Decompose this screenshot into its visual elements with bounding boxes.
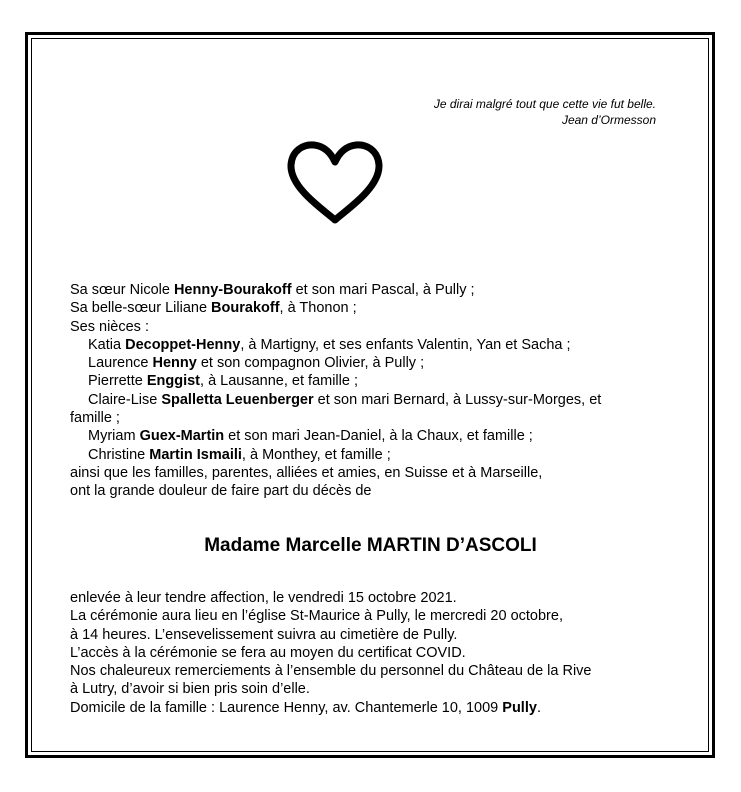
surname: Henny bbox=[152, 355, 197, 372]
text: et son mari Pascal, à Pully ; bbox=[291, 282, 475, 298]
surname: Henny-Bourakoff bbox=[173, 282, 292, 298]
family-line bbox=[70, 372, 670, 390]
text: Christine bbox=[88, 446, 150, 463]
text: et son compagnon Olivier, à Pully ; bbox=[196, 355, 425, 372]
family-line: Ses nièces : bbox=[70, 318, 149, 335]
text: , à Lausanne, et famille ; bbox=[200, 373, 359, 390]
heart-icon bbox=[286, 140, 384, 226]
text: Katia bbox=[88, 336, 126, 353]
surname: Decoppet-Henny bbox=[125, 336, 241, 353]
quote-text: Je dirai malgré tout que cette vie fut belle. bbox=[433, 97, 656, 111]
family-line bbox=[70, 427, 670, 445]
text: Sa belle-sœur Liliane bbox=[70, 300, 212, 317]
family-line: ont la grande douleur de faire part du décès de bbox=[70, 483, 372, 500]
text: Laurence bbox=[88, 355, 153, 372]
surname: Martin Ismaili bbox=[149, 446, 242, 463]
text: Sa sœur Nicole bbox=[70, 282, 174, 298]
text: et son mari Bernard, à Lussy-sur-Morges, et bbox=[313, 391, 602, 408]
family-line bbox=[70, 299, 670, 317]
text: , à Monthey, et famille ; bbox=[241, 446, 391, 463]
family-line bbox=[70, 446, 670, 464]
epigraph-quote bbox=[434, 96, 656, 128]
family-line: ainsi que les familles, parentes, alliées et amies, en Suisse et à Marseille, bbox=[70, 464, 543, 481]
details-line: Nos chaleureux remerciements à l’ensemble du personnel du Château de la Rive bbox=[70, 663, 592, 680]
surname: Enggist bbox=[146, 373, 201, 390]
text: Myriam bbox=[88, 428, 140, 445]
text: Claire-Lise bbox=[88, 391, 162, 408]
surname: Guex-Martin bbox=[139, 428, 225, 445]
family-line bbox=[70, 336, 670, 354]
quote-author: Jean d’Ormesson bbox=[561, 113, 656, 127]
family-line bbox=[70, 354, 670, 372]
text: . bbox=[536, 699, 541, 716]
details-line: L’accès à la cérémonie se fera au moyen du certificat COVID. bbox=[70, 644, 466, 661]
text: , à Thonon ; bbox=[279, 300, 357, 317]
details-line: à 14 heures. L’ensevelissement suivra au cimetière de Pully. bbox=[70, 626, 458, 643]
surname: Bourakoff bbox=[211, 300, 280, 317]
surname: Spalletta Leuenberger bbox=[161, 391, 314, 408]
text: et son mari Jean-Daniel, à la Chaux, et famille ; bbox=[224, 428, 533, 445]
text: Pierrette bbox=[88, 373, 147, 390]
ceremony-details bbox=[70, 589, 670, 717]
family-line: famille ; bbox=[70, 410, 120, 427]
text: Domicile de la famille : Laurence Henny, av. Chantemerle 10, 1009 bbox=[70, 699, 503, 716]
details-line bbox=[70, 699, 670, 717]
details-line: à Lutry, d’avoir si bien pris soin d’elle. bbox=[70, 681, 310, 698]
text: , à Martigny, et ses enfants Valentin, Yan et Sacha ; bbox=[240, 336, 571, 353]
deceased-name: Madame Marcelle MARTIN D’ASCOLI bbox=[204, 535, 537, 556]
family-list bbox=[70, 281, 670, 501]
details-line: La cérémonie aura lieu en l’église St-Maurice à Pully, le mercredi 20 octobre, bbox=[70, 608, 563, 625]
family-line bbox=[70, 281, 670, 299]
family-line bbox=[70, 391, 670, 409]
place: Pully bbox=[502, 699, 537, 716]
details-line: enlevée à leur tendre affection, le vendredi 15 octobre 2021. bbox=[70, 590, 457, 606]
